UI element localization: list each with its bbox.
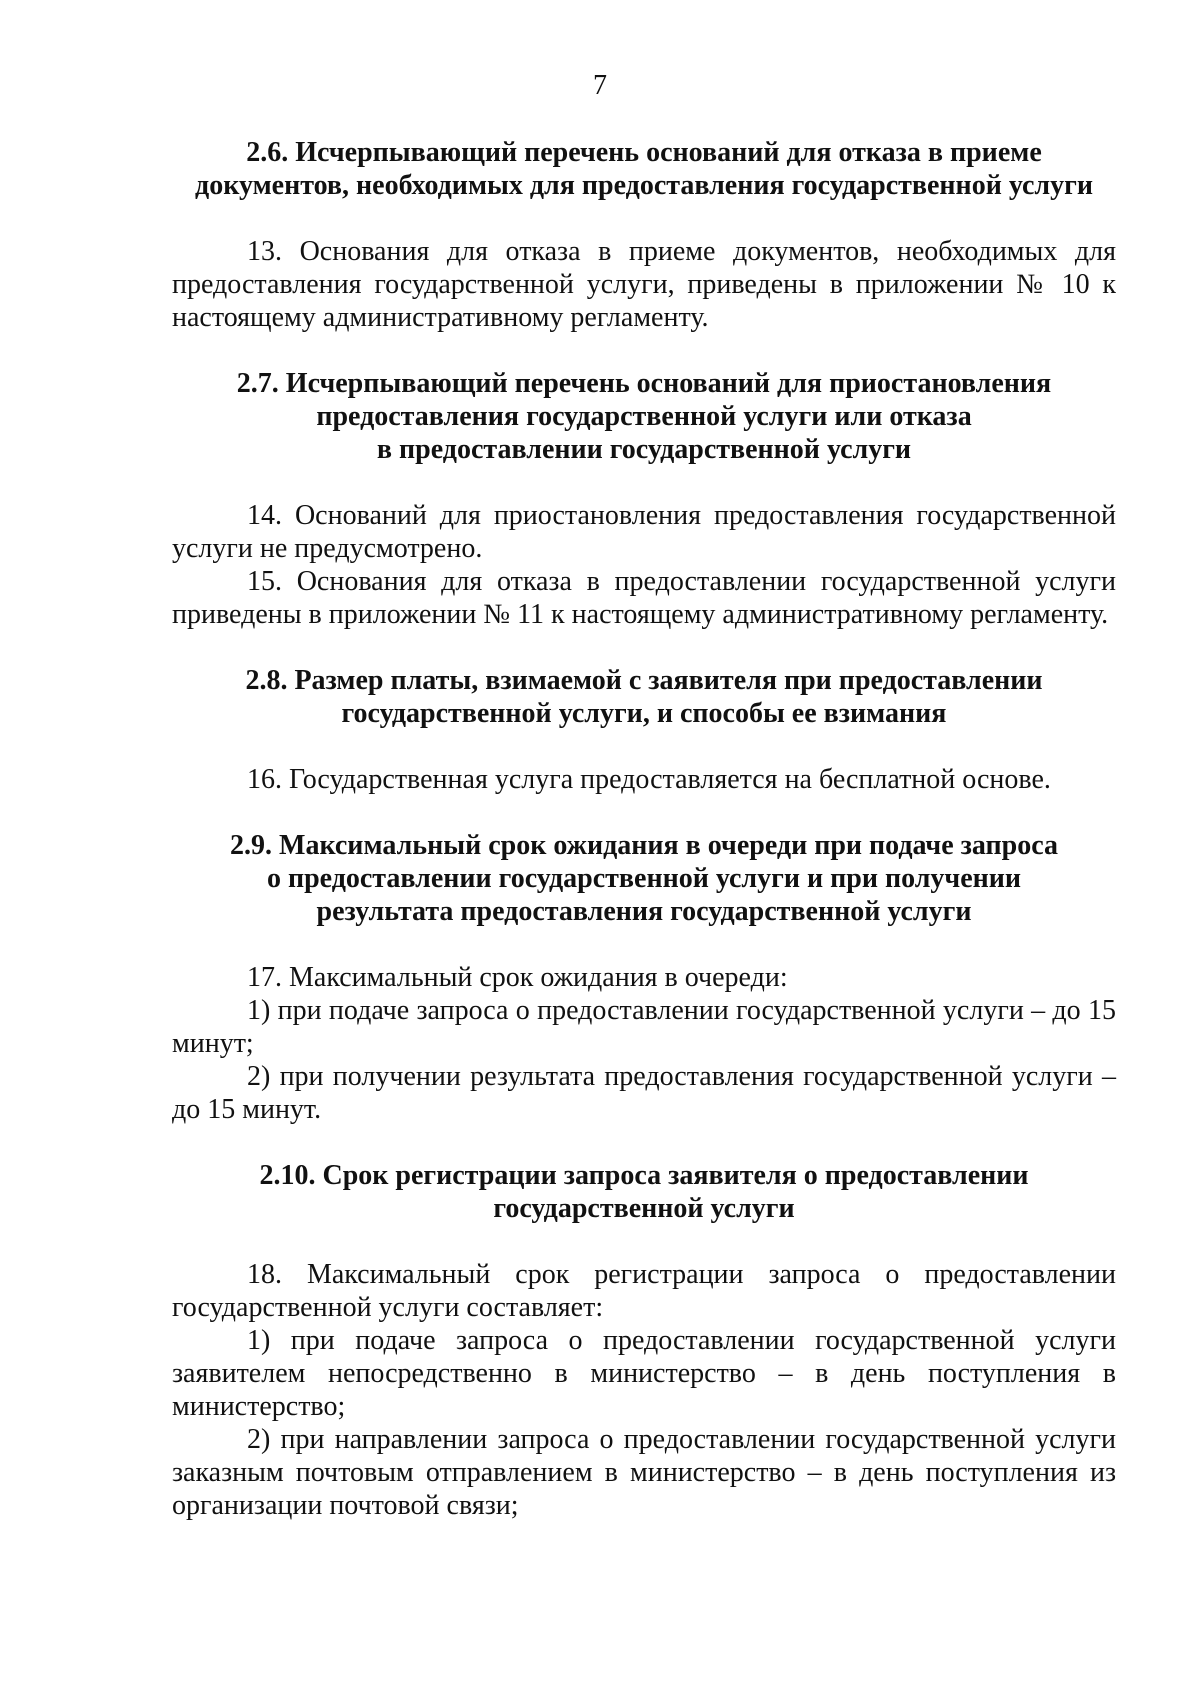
section-2-6 <box>172 136 1116 334</box>
paragraph: 14. Оснований для приостановления предоставления государственной услуги не предусмотрено. <box>172 500 1116 564</box>
heading-line: о предоставлении государственной услуги и при получении <box>266 863 1022 894</box>
heading-line: 2.8. Размер платы, взимаемой с заявителя при предоставлении <box>245 665 1043 696</box>
section-heading <box>172 136 1116 202</box>
paragraph: 2) при направлении запроса о предоставлении государственной услуги заказным почтовым отправлением в министерство – в день поступления из организации почтовой связи; <box>172 1424 1116 1521</box>
section-2-10 <box>172 1159 1116 1522</box>
paragraph: 17. Максимальный срок ожидания в очереди: <box>247 962 788 993</box>
heading-line: 2.9. Максимальный срок ожидания в очереди при подаче запроса <box>230 830 1058 861</box>
paragraph: 1) при подаче запроса о предоставлении государственной услуги заявителем непосредственно в министерство – в день поступления в министерство; <box>172 1325 1116 1422</box>
section-heading <box>172 367 1116 466</box>
heading-line: 2.7. Исчерпывающий перечень оснований для приостановления <box>236 368 1052 399</box>
heading-line: 2.6. Исчерпывающий перечень оснований для отказа в приеме <box>246 137 1042 168</box>
heading-line: государственной услуги, и способы ее взимания <box>341 698 947 729</box>
paragraph: 13. Основания для отказа в приеме документов, необходимых для предоставления государственной услуги, приведены в приложении № 10 к настоящему административному регламенту. <box>172 236 1116 333</box>
page-number: 7 <box>593 70 607 101</box>
paragraph: 2) при получении результата предоставления государственной услуги – до 15 минут. <box>172 1061 1116 1125</box>
heading-line: предоставления государственной услуги или отказа <box>316 401 972 432</box>
document-body <box>172 136 1116 1522</box>
heading-line: государственной услуги <box>493 1193 795 1224</box>
section-2-9 <box>172 829 1116 1126</box>
section-heading <box>172 664 1116 730</box>
section-heading <box>172 1159 1116 1225</box>
section-2-8 <box>172 664 1116 796</box>
heading-line: в предоставлении государственной услуги <box>376 434 912 465</box>
paragraph: 18. Максимальный срок регистрации запроса о предоставлении государственной услуги составляет: <box>172 1259 1116 1323</box>
heading-line: документов, необходимых для предоставления государственной услуги <box>195 170 1093 201</box>
paragraph: 16. Государственная услуга предоставляется на бесплатной основе. <box>247 764 1051 795</box>
section-heading <box>172 829 1116 928</box>
paragraph: 15. Основания для отказа в предоставлении государственной услуги приведены в приложении № 11 к настоящему административному регламенту. <box>172 566 1116 630</box>
heading-line: результата предоставления государственной услуги <box>316 896 972 927</box>
section-2-7 <box>172 367 1116 631</box>
paragraph: 1) при подаче запроса о предоставлении государственной услуги – до 15 минут; <box>172 995 1116 1059</box>
heading-line: 2.10. Срок регистрации запроса заявителя о предоставлении <box>259 1160 1029 1191</box>
